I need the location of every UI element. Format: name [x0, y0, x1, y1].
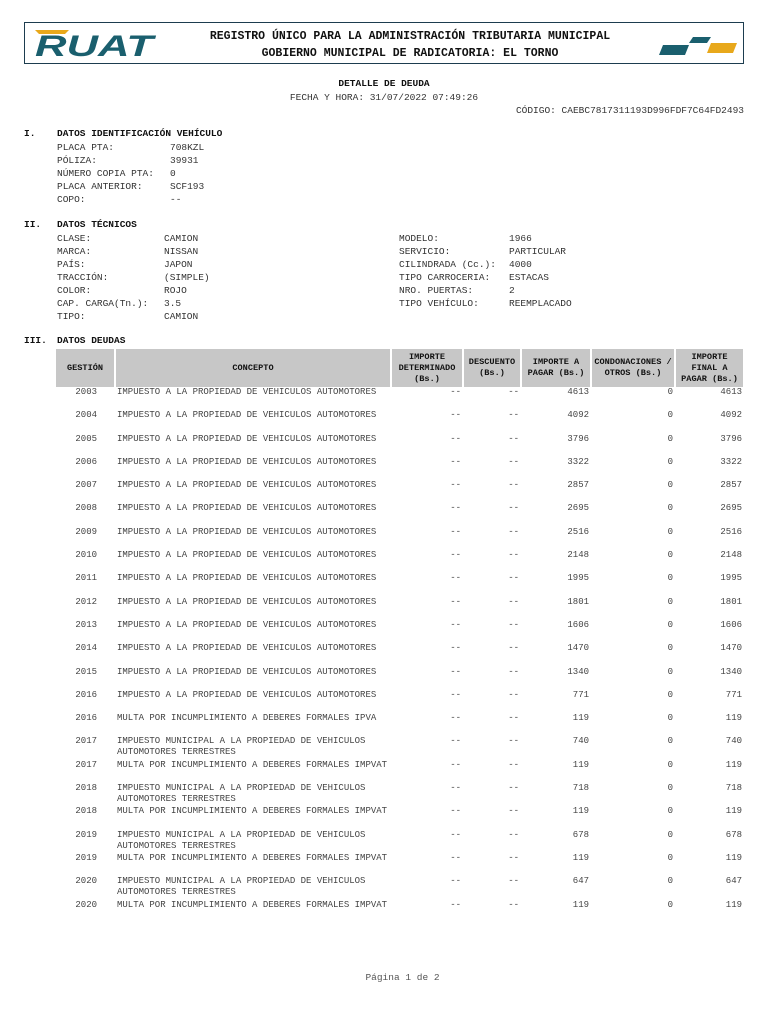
cell-descuento: --: [508, 713, 519, 724]
field-label: CLASE:: [57, 233, 92, 244]
section-3-number: III.: [24, 335, 47, 346]
cell-importe-determinado: --: [450, 550, 461, 561]
field-row: [57, 310, 210, 323]
cell-importe-final: 771: [725, 689, 742, 700]
cell-importe-a-pagar: 1470: [567, 643, 589, 654]
column-header: CONDONACIONES / OTROS (Bs.): [591, 349, 675, 387]
section-3-title: [24, 335, 125, 346]
cell-concepto: IMPUESTO A LA PROPIEDAD DE VEHICULOS AUTOMOTORES: [117, 573, 377, 584]
column-header: DESCUENTO (Bs.): [463, 349, 521, 387]
table-row: [56, 503, 744, 526]
cell-concepto: IMPUESTO A LA PROPIEDAD DE VEHICULOS AUTOMOTORES: [117, 480, 377, 491]
field-row: [57, 193, 204, 206]
cell-importe-determinado: --: [450, 410, 461, 421]
table-row: [56, 480, 744, 503]
cell-importe-determinado: --: [450, 643, 461, 654]
cell-concepto: IMPUESTO A LA PROPIEDAD DE VEHICULOS AUTOMOTORES: [117, 433, 377, 444]
field-row: [399, 258, 572, 271]
field-row: [57, 154, 204, 167]
field-value: 4000: [509, 259, 532, 270]
cell-descuento: --: [508, 689, 519, 700]
cell-condonaciones: 0: [667, 899, 673, 910]
cell-gestion: 2007: [75, 480, 97, 491]
vehicle-id-list: [57, 141, 204, 206]
cell-gestion: 2018: [75, 783, 97, 794]
table-row: [56, 597, 744, 620]
field-row: [57, 284, 210, 297]
table-row: [56, 806, 744, 829]
cell-gestion: 2020: [75, 876, 97, 887]
field-value: CAMION: [164, 233, 199, 244]
field-value: NISSAN: [164, 246, 199, 257]
cell-importe-a-pagar: 1340: [567, 666, 589, 677]
cell-importe-determinado: --: [450, 433, 461, 444]
cell-importe-a-pagar: 2857: [567, 480, 589, 491]
cell-importe-a-pagar: 2516: [567, 526, 589, 537]
field-label: PLACA ANTERIOR:: [57, 181, 143, 192]
field-label: TRACCIÓN:: [57, 272, 109, 283]
cell-gestion: 2020: [75, 899, 97, 910]
table-row: [56, 853, 744, 876]
cell-condonaciones: 0: [667, 759, 673, 770]
cell-gestion: 2010: [75, 550, 97, 561]
cell-condonaciones: 0: [667, 783, 673, 794]
cell-descuento: --: [508, 876, 519, 887]
cell-importe-final: 3796: [720, 433, 742, 444]
cell-condonaciones: 0: [667, 619, 673, 630]
cell-concepto: MULTA POR INCUMPLIMIENTO A DEBERES FORMALES IMPVAT: [117, 852, 388, 863]
field-label: NÚMERO COPIA PTA:: [57, 168, 154, 179]
cell-concepto: IMPUESTO MUNICIPAL A LA PROPIEDAD DE VEHICULOS AUTOMOTORES TERRESTRES: [117, 829, 366, 851]
cell-importe-determinado: --: [450, 759, 461, 770]
cell-descuento: --: [508, 433, 519, 444]
cell-importe-final: 119: [725, 759, 742, 770]
cell-importe-a-pagar: 647: [572, 876, 589, 887]
field-label: NRO. PUERTAS:: [399, 285, 474, 296]
table-row: [56, 667, 744, 690]
column-header: IMPORTE FINAL A PAGAR (Bs.): [675, 349, 744, 387]
field-label: TIPO:: [57, 311, 86, 322]
cell-importe-determinado: --: [450, 852, 461, 863]
field-label: PLACA PTA:: [57, 142, 115, 153]
cell-importe-a-pagar: 1801: [567, 596, 589, 607]
cell-importe-determinado: --: [450, 783, 461, 794]
cell-concepto: IMPUESTO A LA PROPIEDAD DE VEHICULOS AUTOMOTORES: [117, 619, 377, 630]
cell-descuento: --: [508, 852, 519, 863]
cell-importe-final: 4613: [720, 387, 742, 397]
table-row: [56, 690, 744, 713]
cell-gestion: 2014: [75, 643, 97, 654]
section-1-title: [24, 128, 222, 139]
cell-importe-a-pagar: 3796: [567, 433, 589, 444]
ruat-logo: [29, 26, 159, 60]
field-row: [57, 180, 204, 193]
cell-concepto: MULTA POR INCUMPLIMIENTO A DEBERES FORMALES IPVA: [117, 713, 377, 724]
field-row: [399, 297, 572, 310]
cell-importe-a-pagar: 771: [572, 689, 589, 700]
cell-condonaciones: 0: [667, 666, 673, 677]
field-row: [57, 167, 204, 180]
cell-importe-final: 2516: [720, 526, 742, 537]
field-label: MODELO:: [399, 233, 439, 244]
cell-importe-a-pagar: 4092: [567, 410, 589, 421]
cell-concepto: IMPUESTO A LA PROPIEDAD DE VEHICULOS AUTOMOTORES: [117, 526, 377, 537]
cell-condonaciones: 0: [667, 550, 673, 561]
document-title: DETALLE DE DEUDA: [338, 78, 430, 89]
debts-header-row: [56, 349, 744, 387]
cell-gestion: 2012: [75, 596, 97, 607]
section-2-number: II.: [24, 219, 42, 230]
cell-importe-final: 1340: [720, 666, 742, 677]
debts-table: [56, 349, 745, 923]
field-row: [399, 284, 572, 297]
cell-importe-a-pagar: 718: [572, 783, 589, 794]
cell-gestion: 2003: [75, 387, 97, 397]
cell-importe-final: 4092: [720, 410, 742, 421]
cell-concepto: IMPUESTO A LA PROPIEDAD DE VEHICULOS AUTOMOTORES: [117, 503, 377, 514]
cell-importe-determinado: --: [450, 387, 461, 397]
table-row: [56, 434, 744, 457]
table-row: [56, 643, 744, 666]
field-label: CAP. CARGA(Tn.):: [57, 298, 149, 309]
cell-importe-final: 2857: [720, 480, 742, 491]
cell-importe-a-pagar: 1606: [567, 619, 589, 630]
column-header: IMPORTE DETERMINADO (Bs.): [391, 349, 463, 387]
cell-descuento: --: [508, 456, 519, 467]
table-row: [56, 550, 744, 573]
cell-importe-determinado: --: [450, 689, 461, 700]
cell-importe-determinado: --: [450, 596, 461, 607]
cell-importe-determinado: --: [450, 619, 461, 630]
field-label: MARCA:: [57, 246, 92, 257]
field-row: [57, 271, 210, 284]
column-header: GESTIÓN: [56, 349, 115, 387]
cell-concepto: IMPUESTO A LA PROPIEDAD DE VEHICULOS AUTOMOTORES: [117, 596, 377, 607]
cell-concepto: IMPUESTO A LA PROPIEDAD DE VEHICULOS AUTOMOTORES: [117, 456, 377, 467]
cell-gestion: 2008: [75, 503, 97, 514]
cell-importe-final: 2695: [720, 503, 742, 514]
section-1-label: DATOS IDENTIFICACIÓN VEHÍCULO: [57, 128, 223, 139]
table-row: [56, 760, 744, 783]
cell-condonaciones: 0: [667, 876, 673, 887]
field-label: PAÍS:: [57, 259, 86, 270]
cell-descuento: --: [508, 829, 519, 840]
cell-importe-final: 678: [725, 829, 742, 840]
field-value: 39931: [170, 155, 199, 166]
cell-gestion: 2016: [75, 689, 97, 700]
cell-importe-determinado: --: [450, 899, 461, 910]
cell-condonaciones: 0: [667, 526, 673, 537]
cell-importe-determinado: --: [450, 876, 461, 887]
table-row: [56, 573, 744, 596]
table-row: [56, 876, 744, 899]
cell-descuento: --: [508, 759, 519, 770]
cell-importe-a-pagar: 119: [572, 852, 589, 863]
field-row: [57, 297, 210, 310]
cell-importe-a-pagar: 1995: [567, 573, 589, 584]
cell-importe-a-pagar: 119: [572, 899, 589, 910]
cell-importe-final: 119: [725, 713, 742, 724]
cell-condonaciones: 0: [667, 852, 673, 863]
column-header: IMPORTE A PAGAR (Bs.): [521, 349, 591, 387]
cell-importe-a-pagar: 740: [572, 736, 589, 747]
cell-condonaciones: 0: [667, 433, 673, 444]
cell-gestion: 2011: [75, 573, 97, 584]
cell-importe-determinado: --: [450, 713, 461, 724]
cell-importe-a-pagar: 119: [572, 806, 589, 817]
cell-importe-a-pagar: 678: [572, 829, 589, 840]
cell-descuento: --: [508, 526, 519, 537]
cell-importe-final: 740: [725, 736, 742, 747]
table-row: [56, 830, 744, 853]
table-row: [56, 736, 744, 759]
cell-importe-final: 1995: [720, 573, 742, 584]
document-header: [24, 22, 744, 64]
cell-concepto: IMPUESTO MUNICIPAL A LA PROPIEDAD DE VEHICULOS AUTOMOTORES TERRESTRES: [117, 736, 366, 758]
field-value: CAMION: [164, 311, 199, 322]
cell-condonaciones: 0: [667, 643, 673, 654]
cell-condonaciones: 0: [667, 387, 673, 397]
cell-importe-determinado: --: [450, 666, 461, 677]
technical-left-list: [57, 232, 210, 323]
field-label: COPO:: [57, 194, 86, 205]
cell-condonaciones: 0: [667, 806, 673, 817]
cell-gestion: 2017: [75, 736, 97, 747]
cell-condonaciones: 0: [667, 829, 673, 840]
cell-gestion: 2013: [75, 619, 97, 630]
technical-right-list: [399, 232, 572, 310]
cell-concepto: IMPUESTO A LA PROPIEDAD DE VEHICULOS AUTOMOTORES: [117, 666, 377, 677]
table-row: [56, 387, 744, 410]
cell-descuento: --: [508, 387, 519, 397]
field-value: --: [170, 194, 182, 205]
cell-importe-final: 119: [725, 852, 742, 863]
field-value: 2: [509, 285, 515, 296]
field-row: [57, 258, 210, 271]
cell-importe-final: 647: [725, 876, 742, 887]
field-value: REEMPLACADO: [509, 298, 572, 309]
field-row: [57, 232, 210, 245]
cell-descuento: --: [508, 736, 519, 747]
cell-importe-final: 2148: [720, 550, 742, 561]
field-label: TIPO CARROCERIA:: [399, 272, 491, 283]
field-label: CILINDRADA (Cc.):: [399, 259, 496, 270]
cell-condonaciones: 0: [667, 713, 673, 724]
cell-concepto: IMPUESTO A LA PROPIEDAD DE VEHICULOS AUTOMOTORES: [117, 689, 377, 700]
cell-gestion: 2009: [75, 526, 97, 537]
field-row: [399, 271, 572, 284]
cell-condonaciones: 0: [667, 596, 673, 607]
field-row: [399, 232, 572, 245]
table-row: [56, 900, 744, 923]
cell-importe-a-pagar: 3322: [567, 456, 589, 467]
cell-descuento: --: [508, 783, 519, 794]
cell-descuento: --: [508, 666, 519, 677]
cell-condonaciones: 0: [667, 456, 673, 467]
cell-concepto: IMPUESTO MUNICIPAL A LA PROPIEDAD DE VEHICULOS AUTOMOTORES TERRESTRES: [117, 876, 366, 898]
cell-condonaciones: 0: [667, 736, 673, 747]
table-row: [56, 527, 744, 550]
page-number: Página 1 de 2: [365, 972, 440, 983]
cell-descuento: --: [508, 806, 519, 817]
cell-condonaciones: 0: [667, 480, 673, 491]
field-label: PÓLIZA:: [57, 155, 97, 166]
cell-importe-final: 3322: [720, 456, 742, 467]
cell-descuento: --: [508, 573, 519, 584]
logo-text: RUAT: [35, 30, 157, 60]
table-row: [56, 410, 744, 433]
document-datetime: FECHA Y HORA: 31/07/2022 07:49:26: [289, 92, 479, 103]
cell-importe-determinado: --: [450, 503, 461, 514]
table-row: [56, 620, 744, 643]
cell-importe-final: 1470: [720, 643, 742, 654]
cell-condonaciones: 0: [667, 689, 673, 700]
field-value: PARTICULAR: [509, 246, 567, 257]
column-header: CONCEPTO: [115, 349, 391, 387]
cell-gestion: 2018: [75, 806, 97, 817]
cell-importe-final: 119: [725, 806, 742, 817]
cell-condonaciones: 0: [667, 503, 673, 514]
cell-importe-determinado: --: [450, 573, 461, 584]
field-value: SCF193: [170, 181, 205, 192]
cell-gestion: 2016: [75, 713, 97, 724]
field-label: COLOR:: [57, 285, 92, 296]
cell-importe-determinado: --: [450, 736, 461, 747]
cell-importe-a-pagar: 4613: [567, 387, 589, 397]
cell-condonaciones: 0: [667, 573, 673, 584]
cell-descuento: --: [508, 410, 519, 421]
section-2-label: DATOS TÉCNICOS: [57, 219, 137, 230]
field-label: TIPO VEHÍCULO:: [399, 298, 479, 309]
cell-concepto: MULTA POR INCUMPLIMIENTO A DEBERES FORMALES IMPVAT: [117, 759, 388, 770]
field-value: 3.5: [164, 298, 182, 309]
cell-condonaciones: 0: [667, 410, 673, 421]
cell-concepto: IMPUESTO A LA PROPIEDAD DE VEHICULOS AUTOMOTORES: [117, 410, 377, 421]
header-title: [175, 28, 645, 62]
stripes-logo-icon: [659, 29, 737, 57]
cell-importe-determinado: --: [450, 526, 461, 537]
header-title-line2: GOBIERNO MUNICIPAL DE RADICATORIA: EL TORNO: [261, 47, 559, 60]
table-row: [56, 783, 744, 806]
cell-concepto: IMPUESTO A LA PROPIEDAD DE VEHICULOS AUTOMOTORES: [117, 550, 377, 561]
cell-gestion: 2015: [75, 666, 97, 677]
field-value: (SIMPLE): [164, 272, 210, 283]
document-code: CÓDIGO: CAEBC7817311193D996FDF7C64FD2493: [515, 105, 744, 116]
table-row: [56, 713, 744, 736]
header-title-line1: REGISTRO ÚNICO PARA LA ADMINISTRACIÓN TRIBUTARIA MUNICIPAL: [209, 30, 611, 43]
table-row: [56, 457, 744, 480]
cell-importe-final: 119: [725, 899, 742, 910]
field-value: 0: [170, 168, 176, 179]
cell-descuento: --: [508, 619, 519, 630]
field-row: [57, 141, 204, 154]
cell-importe-determinado: --: [450, 806, 461, 817]
field-label: SERVICIO:: [399, 246, 451, 257]
cell-importe-final: 1801: [720, 596, 742, 607]
cell-concepto: MULTA POR INCUMPLIMIENTO A DEBERES FORMALES IMPVAT: [117, 806, 388, 817]
field-value: 1966: [509, 233, 532, 244]
cell-importe-a-pagar: 2695: [567, 503, 589, 514]
cell-importe-determinado: --: [450, 480, 461, 491]
cell-importe-a-pagar: 2148: [567, 550, 589, 561]
cell-concepto: IMPUESTO A LA PROPIEDAD DE VEHICULOS AUTOMOTORES: [117, 387, 377, 397]
field-row: [399, 245, 572, 258]
cell-gestion: 2004: [75, 410, 97, 421]
field-value: ESTACAS: [509, 272, 549, 283]
cell-importe-determinado: --: [450, 829, 461, 840]
cell-importe-a-pagar: 119: [572, 713, 589, 724]
cell-descuento: --: [508, 596, 519, 607]
cell-descuento: --: [508, 899, 519, 910]
cell-importe-final: 718: [725, 783, 742, 794]
cell-concepto: MULTA POR INCUMPLIMIENTO A DEBERES FORMALES IMPVAT: [117, 899, 388, 910]
cell-importe-determinado: --: [450, 456, 461, 467]
cell-concepto: IMPUESTO MUNICIPAL A LA PROPIEDAD DE VEHICULOS AUTOMOTORES TERRESTRES: [117, 783, 366, 805]
field-row: [57, 245, 210, 258]
cell-descuento: --: [508, 480, 519, 491]
field-value: ROJO: [164, 285, 187, 296]
cell-gestion: 2019: [75, 829, 97, 840]
cell-gestion: 2019: [75, 852, 97, 863]
cell-importe-a-pagar: 119: [572, 759, 589, 770]
section-2-title: [24, 219, 137, 230]
cell-descuento: --: [508, 503, 519, 514]
section-3-label: DATOS DEUDAS: [57, 335, 126, 346]
cell-gestion: 2006: [75, 456, 97, 467]
cell-descuento: --: [508, 643, 519, 654]
cell-gestion: 2017: [75, 759, 97, 770]
cell-concepto: IMPUESTO A LA PROPIEDAD DE VEHICULOS AUTOMOTORES: [117, 643, 377, 654]
cell-descuento: --: [508, 550, 519, 561]
section-1-number: I.: [24, 128, 36, 139]
cell-importe-final: 1606: [720, 619, 742, 630]
field-value: 708KZL: [170, 142, 205, 153]
cell-gestion: 2005: [75, 433, 97, 444]
field-value: JAPON: [164, 259, 193, 270]
